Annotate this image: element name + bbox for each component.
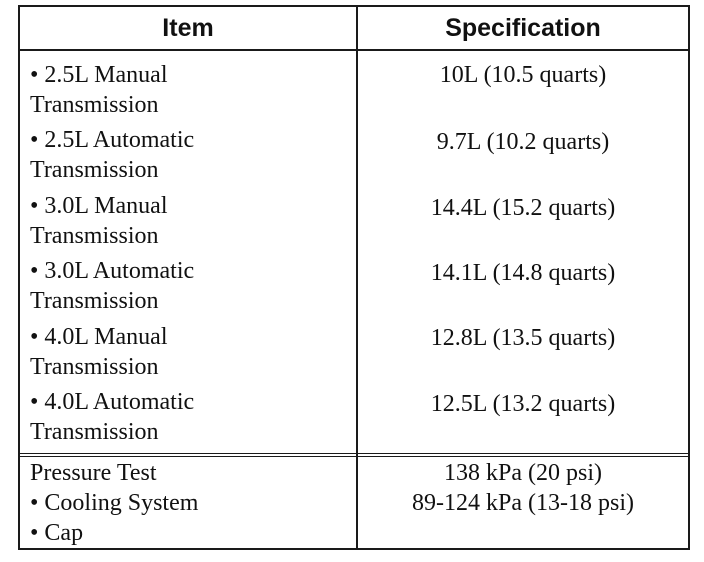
pressure-test-item: • Cap [30,520,84,546]
item-name: • 3.0L Manual [30,193,168,219]
table-row-spec: 10L (10.5 quarts) [439,62,607,88]
item-name-cont: Transmission [30,92,159,118]
pressure-test-items [30,458,350,548]
item-name-cont: Transmission [30,419,159,445]
specification-table [18,5,690,550]
table-row-spec: 12.8L (13.5 quarts) [430,325,616,351]
table-row-spec: 14.4L (15.2 quarts) [430,195,616,221]
section-divider [20,453,688,457]
table-row-spec: 12.5L (13.2 quarts) [430,391,616,417]
table-row-item [30,256,350,316]
pressure-test-spec: 89-124 kPa (13-18 psi) [412,490,634,516]
item-name: • 2.5L Manual [30,62,168,88]
table-row-item [30,322,350,382]
pressure-test-specs [358,458,688,518]
table-row-item [30,125,350,185]
header-specification: Specification [445,13,601,42]
header-item: Item [162,13,214,42]
table-row-spec: 14.1L (14.8 quarts) [430,260,616,286]
item-name: • 4.0L Manual [30,324,168,350]
table-row-spec: 9.7L (10.2 quarts) [436,129,610,155]
table-row-item [30,191,350,251]
pressure-test-label: Pressure Test [30,460,157,486]
item-name-cont: Transmission [30,354,159,380]
header-divider [20,49,688,51]
item-name-cont: Transmission [30,223,159,249]
item-name: • 3.0L Automatic [30,258,195,284]
item-name: • 4.0L Automatic [30,389,195,415]
pressure-test-spec: 138 kPa (20 psi) [444,460,602,486]
pressure-test-item: • Cooling System [30,490,199,516]
item-name-cont: Transmission [30,157,159,183]
table-row-item [30,387,350,447]
item-name: • 2.5L Automatic [30,127,195,153]
table-row-item [30,60,350,120]
item-name-cont: Transmission [30,288,159,314]
